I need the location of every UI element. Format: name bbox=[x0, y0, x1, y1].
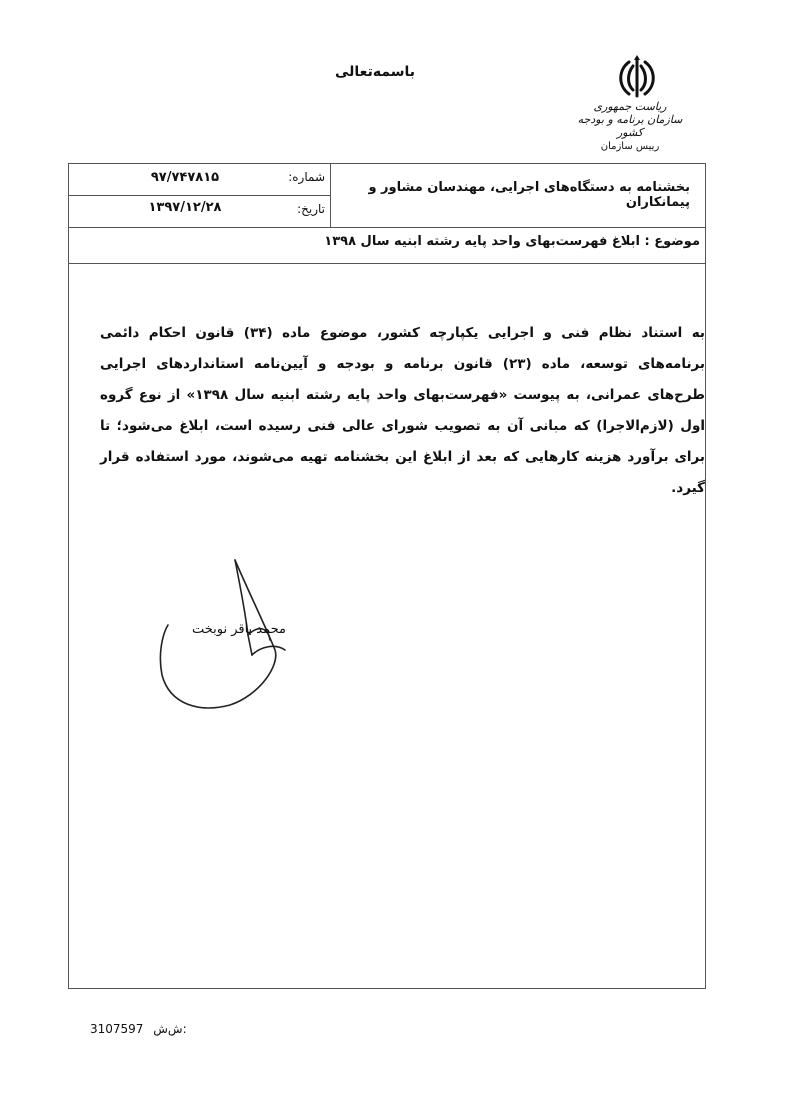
iran-emblem-icon bbox=[612, 52, 662, 102]
footer-label: ش‌ش: bbox=[153, 1022, 187, 1036]
signer-name: محمد باقر نوبخت bbox=[191, 622, 286, 637]
subject-line: موضوع : ابلاغ فهرست‌بهای واحد پایه رشته ابنیه سال ۱۳۹۸ bbox=[324, 234, 700, 249]
letter-body bbox=[100, 318, 705, 504]
number-label: شماره: bbox=[288, 170, 325, 184]
body-paragraph: به استناد نظام فنی و اجرایی یکپارچه کشور، موضوع ماده (۳۴) قانون احکام دائمی برنامه‌های توسعه، ماده (۲۳) قانون برنامه و بودجه و آیین‌نامه استانداردهای اجرایی طرح‌های عمرانی، به پیوست «فهرست‌بهای واحد پایه رشته ابنیه سال ۱۳۹۸» از نوع گروه اول (لازم‌الاجرا) که مبانی آن به تصویب شورای عالی فنی رسیده است، ابلاغ می‌شود؛ تا برای برآورد هزینه کارهایی که بعد از ابلاغ این بخشنامه تهیه می‌شوند، مورد استفاده قرار گیرد. bbox=[100, 325, 705, 496]
header-divider bbox=[68, 195, 330, 196]
org-presidency: ریاست جمهوری bbox=[593, 100, 667, 113]
header-divider bbox=[68, 227, 706, 228]
recipients-line: بخشنامه به دستگاه‌های اجرایی، مهندسان مشاور و پیمانکاران bbox=[368, 180, 690, 210]
header-divider bbox=[68, 263, 706, 264]
date-label: تاریخ: bbox=[297, 202, 325, 216]
org-head-title: رییس سازمان bbox=[600, 141, 660, 152]
footer-value: 3107597 bbox=[90, 1022, 144, 1036]
org-name: سازمان برنامه و بودجه کشور bbox=[577, 113, 683, 139]
organization-block bbox=[570, 100, 690, 152]
date-value: ۱۳۹۷/۱۲/۲۸ bbox=[148, 200, 222, 215]
footer-reference bbox=[90, 1022, 210, 1036]
basmala-heading: باسمه‌تعالی bbox=[335, 64, 415, 80]
number-value: ۹۷/۷۴۷۸۱۵ bbox=[150, 170, 220, 185]
